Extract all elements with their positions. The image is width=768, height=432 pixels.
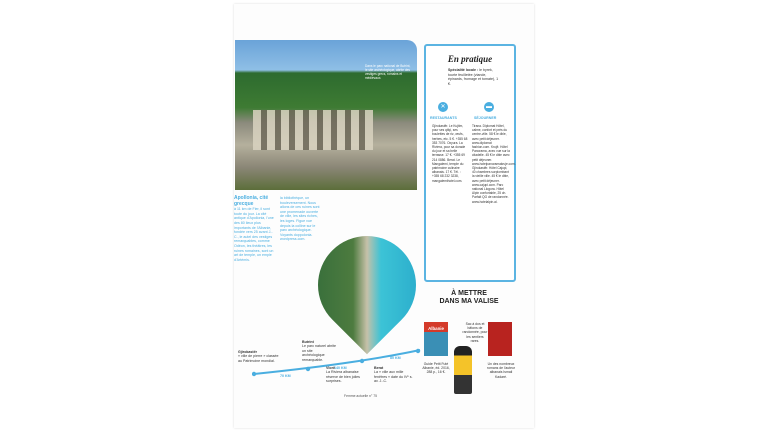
- fork-knife-icon: ✕: [438, 102, 448, 112]
- ruin-columns: [253, 110, 373, 150]
- distance-2: 140 KM: [334, 366, 347, 370]
- kadare-book-cover: [488, 322, 512, 356]
- stop-name-vlore: Vlorë: [326, 366, 335, 370]
- stop-berat: [374, 366, 414, 384]
- guide-book-cover: [424, 322, 448, 356]
- sejourner-heading: SÉJOURNER: [474, 116, 497, 120]
- stop-butrint: [302, 340, 336, 362]
- stop-vlore: [326, 366, 362, 384]
- photo-caption: Dans le parc national de Butrint, le site archéologique, abrite des vestiges grecs, romains et médiévaux.: [365, 64, 411, 80]
- stop-dot-vlore: [360, 359, 364, 363]
- mettre-heading: [422, 290, 516, 306]
- stop-text-vlore: La Riviera albanaise réserve de bien jolies surprises.: [326, 370, 360, 384]
- distance-3: 80 KM: [390, 356, 401, 360]
- butrint-ruins-photo: [235, 40, 417, 190]
- guide-book-caption: Guide Petit Futé Albanie, éd. 2016, 288 p., 16 €.: [422, 362, 450, 375]
- specialite-block: [448, 68, 500, 86]
- rain-jacket-image: [454, 346, 472, 394]
- apollonia-text: à 11 km de Fier, il sont toute du jour. La cité antique d'Apollonia, l'une des 80 lieux plus importants de l'Albanie, fondée vers 25 avant J.-C., le autel des vestiges remarquables, comme Odéon, les théâtres, les ruines romaines, sont un art de temple, un emple d'Artémis.: [234, 207, 274, 262]
- mettre-line2: DANS MA VALISE: [439, 298, 499, 305]
- stop-name-butrint: Butrint: [302, 340, 314, 344]
- guide-book-title: Albanie: [428, 326, 444, 331]
- stop-dot-butrint: [306, 367, 310, 371]
- apollonia-heading: Apollonia, cité grecque: [234, 195, 269, 207]
- specialite-label: Spécialité locale :: [448, 68, 479, 72]
- stop-text-berat: La « ville aux mille fenêtres » date du IVᵉ s. av. J.-C.: [374, 370, 413, 384]
- stop-dot-gjirokaster: [252, 372, 256, 376]
- stop-dot-berat: [416, 349, 420, 353]
- en-pratique-title: En pratique: [447, 54, 493, 64]
- magazine-page: [234, 4, 534, 428]
- restaurants-heading: RESTAURANTS: [430, 116, 457, 120]
- stop-text-gjirokaster: « ville de pierre » classée au Patrimoine mondial.: [238, 354, 279, 363]
- specialite-text: le byrek, tourte feuilletée (viande, épinards, fromage et tomate), 1 €.: [448, 68, 499, 86]
- page-footer: Femme actuelle n° 75: [344, 394, 378, 398]
- apollonia-column: [234, 196, 274, 262]
- mettre-line1: À METTRE: [451, 290, 487, 297]
- bed-icon: ▬: [486, 104, 492, 110]
- kadare-book-caption: Un des nombreux romans de l'auteur albanais Ismail Kadaré.: [487, 362, 515, 379]
- sac-text: Sac à dos et bâtons de randonnée, pour les sentiers rares.: [462, 322, 488, 343]
- stop-text-butrint: Le parc naturel abrite un site archéologique remarquable.: [302, 344, 336, 362]
- stop-gjirokaster: [238, 350, 282, 363]
- sejourner-text: Tirana. Diplomat Hôtel, calme, confort et près du centre-ville. 58 € le dble, avec petit déjeuner. www.diplomat fashion.com. Krujë. Hôtel Panorama, avec vue sur la citadelle. 45 € le dble avec petit déjeuner. www.hotelpanoramakruje.com. Gjirokastër. Hôtel Cajupi, 40 chambres surplombant la vieille ville. 45 € le dble, avec petit déjeuner. www.cajupi.com. Parc national Llogora. Hôtel Alpin confortable, 25 ch. Parfait QG de randonnée. www.hotelalpin.al.: [472, 124, 516, 204]
- restaurants-text: Gjirokastër. Le Kujtim, pour ses qifqi, ses boulettes de riz, œufs, herbes, etc. 5 €. +355 68 353 7076. Oxyura. La Riviera, pour sa dorade du jour et sa belle terrasse. 17 €. +355 69 214 0886. Berat. Le Mangalemi, temple du patrimoine culinaire albanais. 17 €. Tél. : +355 68 232 3238, mangalemihotel.com.: [432, 124, 468, 183]
- distance-1: 70 KM: [280, 374, 291, 378]
- stop-name-gjirokaster: Gjirokastër: [238, 350, 257, 354]
- stop-name-berat: Berat: [374, 366, 384, 370]
- en-pratique-box: [424, 44, 516, 282]
- bibliotheque-column: la bibliothèque, un bouleversement. Nous allons de ces ruines sont une promenade ouverte de ville, les sites riches, les loges. Figue vue depuis la colline sur le parc archéologique. Voyants doppolonia. wordpress.com.: [280, 196, 320, 242]
